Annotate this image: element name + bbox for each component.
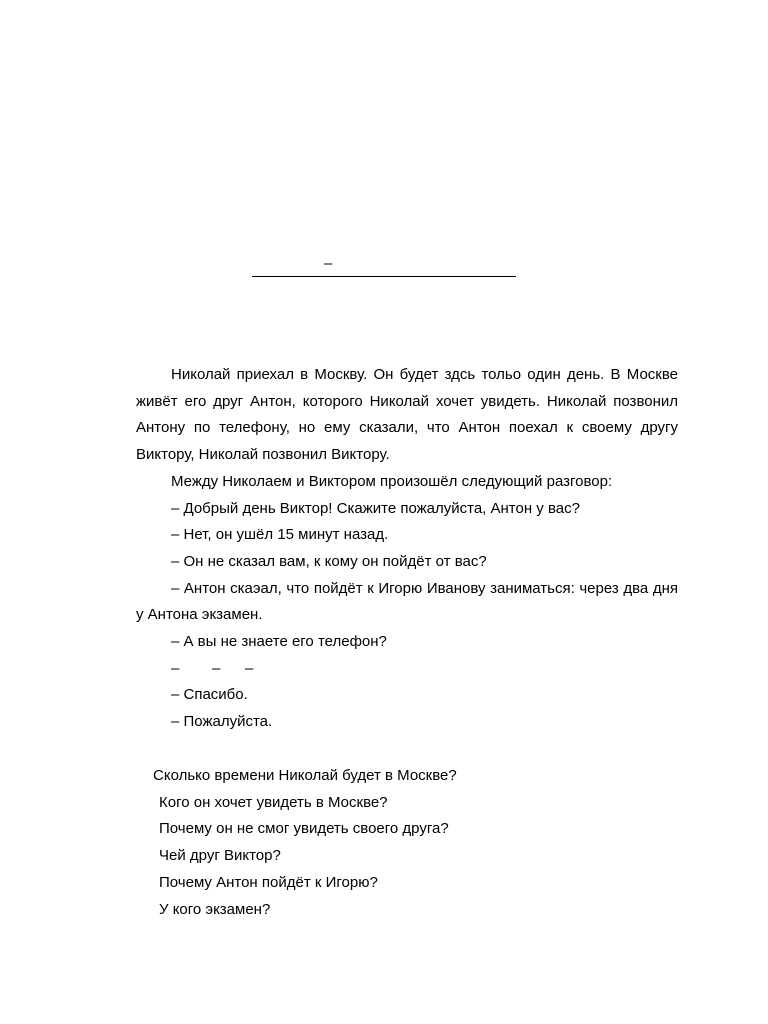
dialog-line: – Нет, он ушёл 15 минут назад.	[171, 526, 389, 544]
question-item: Почему Антон пойдёт к Игорю?	[159, 873, 378, 891]
dialog-line-long: – Антон скаэал, что пойдёт к Игорю Иванову заниматься: через два дня у Антона экзамен.	[136, 579, 678, 624]
dialog-dashes-line	[136, 656, 678, 683]
dialog-line: – Добрый день Виктор! Скажите пожалуйста, Антон у вас?	[171, 499, 580, 517]
story-text	[136, 362, 678, 736]
dialog-dash: –	[245, 659, 254, 677]
dialog-line: – Спасибо.	[171, 686, 248, 704]
story-paragraph-2: Между Николаем и Виктором произошёл следующий разговор:	[171, 472, 613, 490]
question-item: Чей друг Виктор?	[159, 847, 281, 865]
question-item: Сколько времени Николай будет в Москве?	[153, 767, 457, 784]
question-item: Почему он не смог увидеть своего друга?	[159, 820, 449, 838]
dialog-line: – Пожалуйста.	[171, 713, 273, 731]
questions-list	[136, 763, 678, 923]
story-paragraph-1: Николай приехал в Москву. Он будет здсь тольо один день. В Москве живёт его друг Антон, которого Николай хочет увидеть. Николай позвонил Антону по телефону, но ему сказали, что Антон поехал к своему другу Виктору, Николай позвонил Виктору.	[136, 366, 678, 464]
dialog-dash: –	[212, 659, 221, 677]
title-dash: –	[324, 255, 333, 272]
underlined-title	[252, 254, 516, 277]
dialog-line: – А вы не знаете его телефон?	[171, 633, 387, 651]
dialog-line: – Он не сказал вам, к кому он пойдёт от вас?	[171, 552, 487, 570]
question-item: У кого экзамен?	[159, 900, 271, 918]
question-item: Кого он хочет увидеть в Москве?	[159, 793, 388, 811]
dialog-dash: –	[171, 659, 180, 677]
